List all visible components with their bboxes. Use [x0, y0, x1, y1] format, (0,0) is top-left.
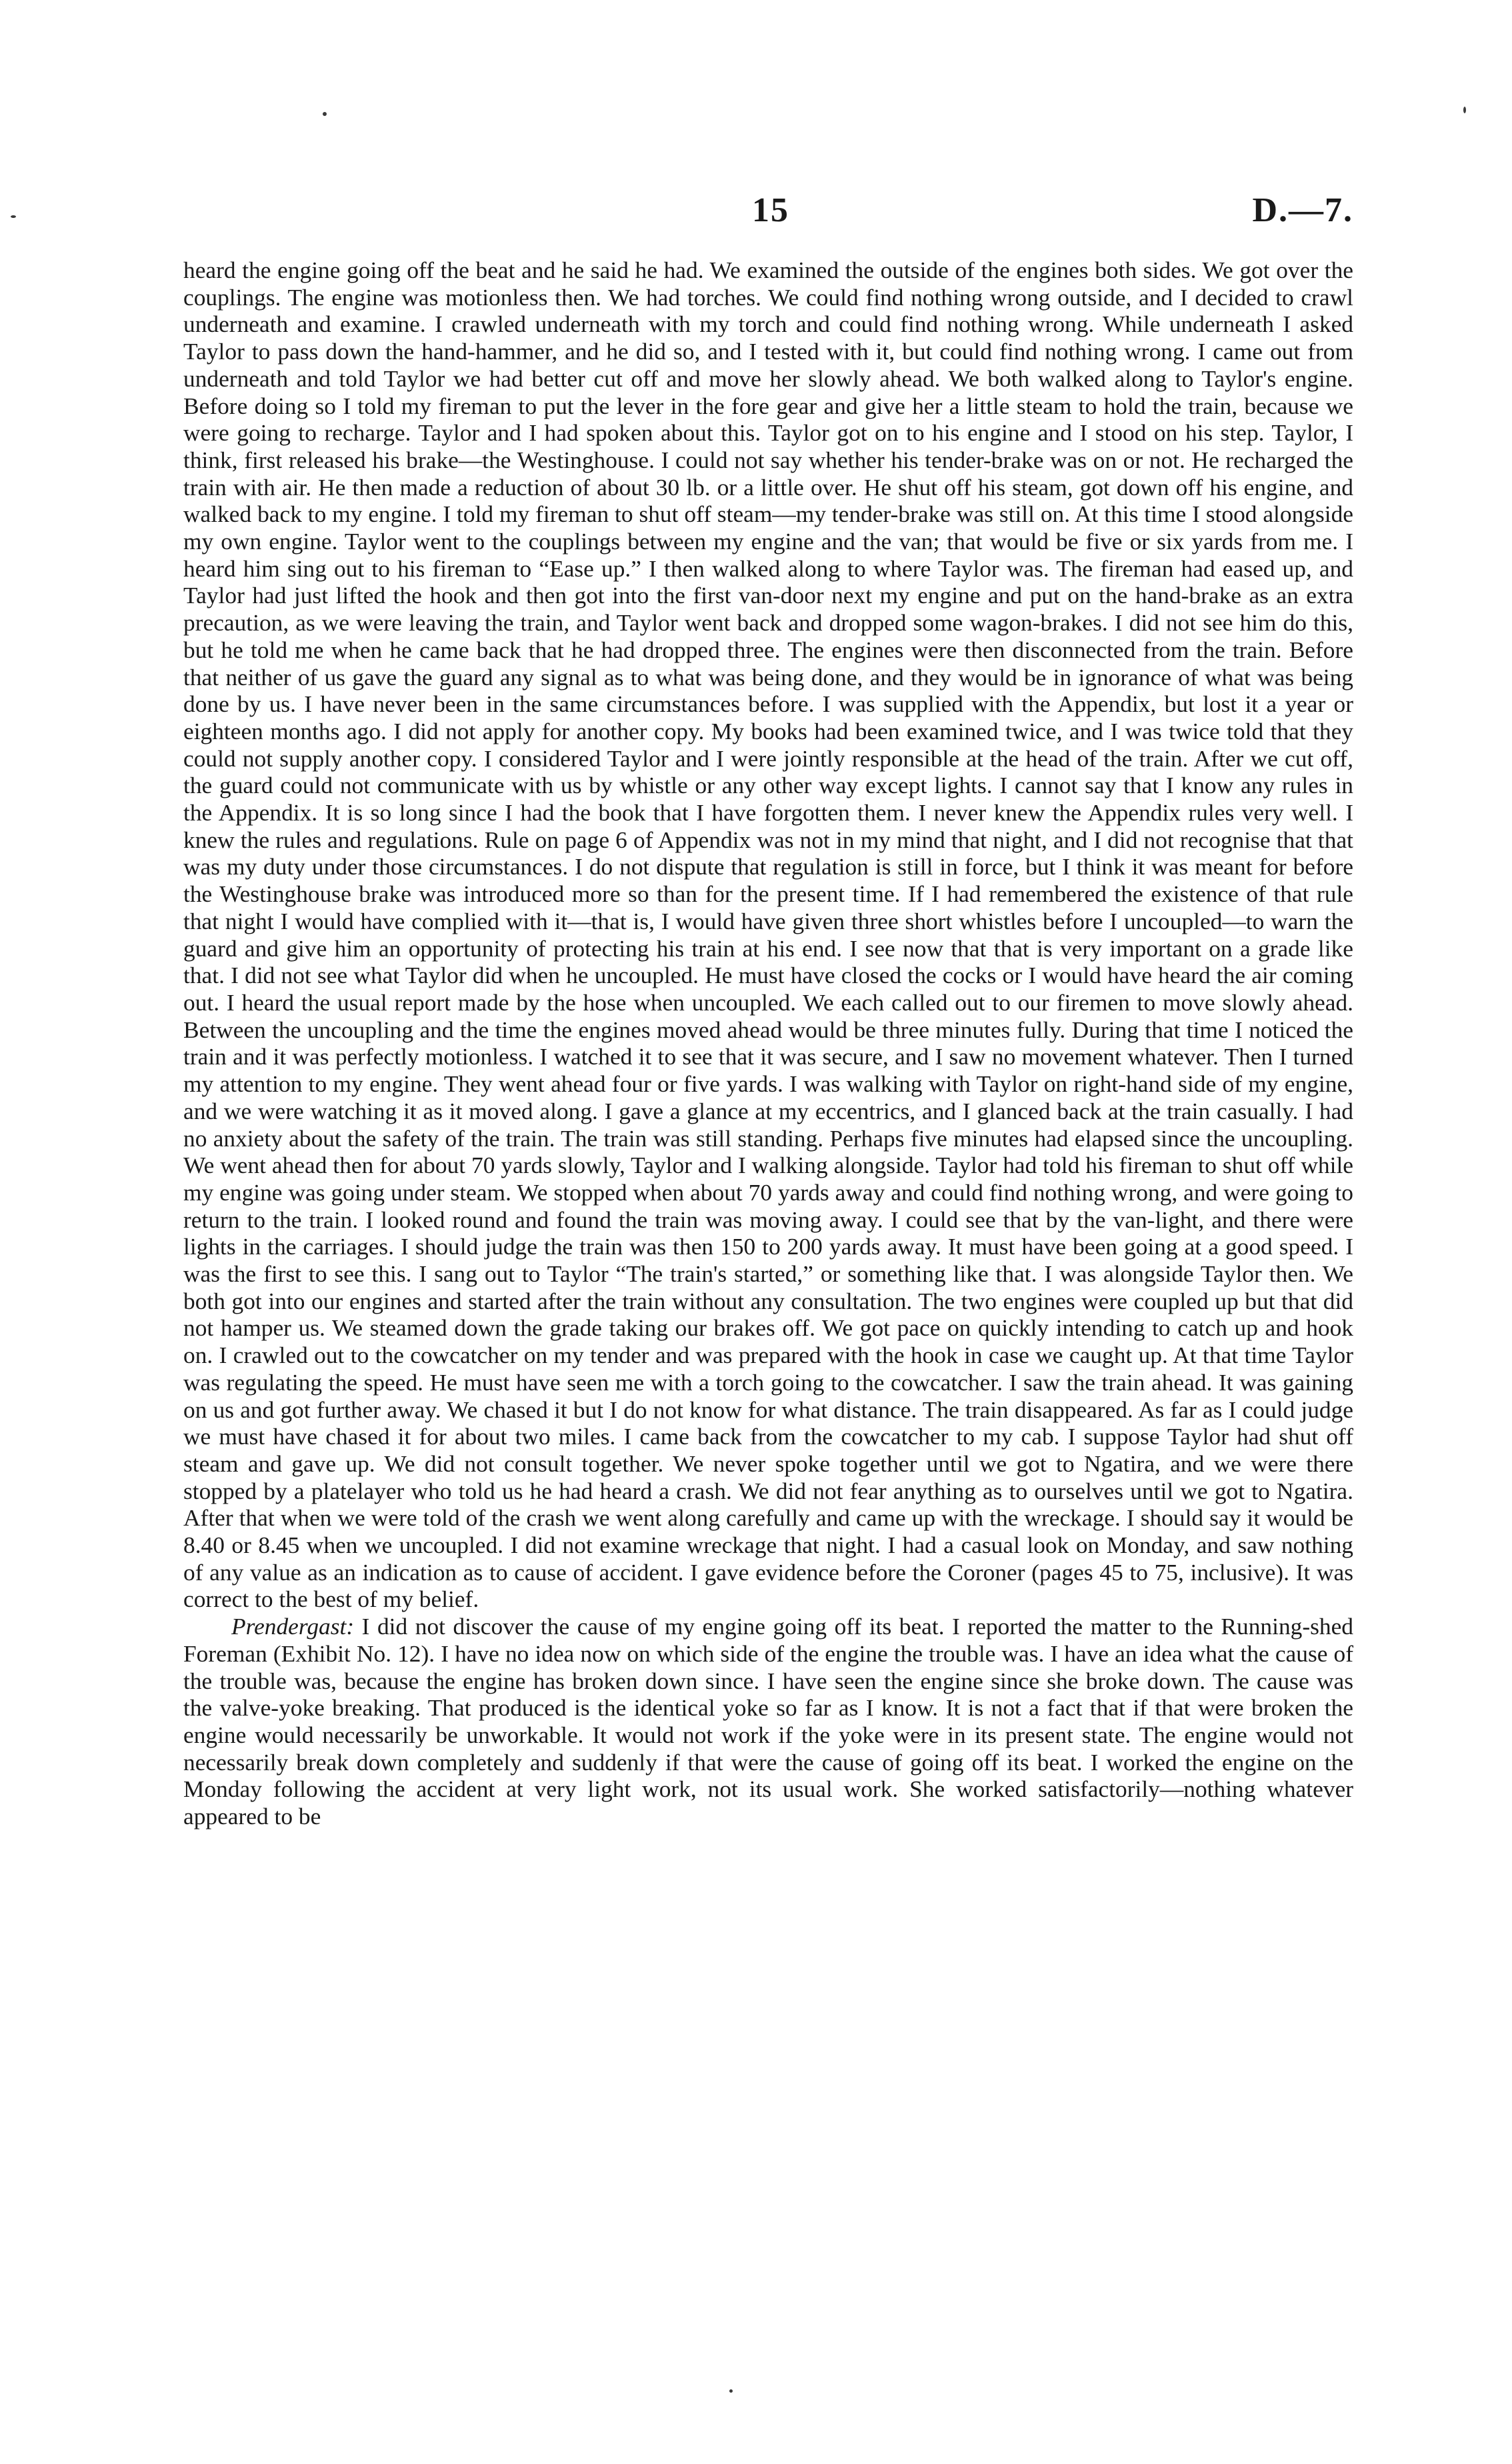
page-header [0, 191, 1512, 237]
scan-speck [11, 215, 16, 218]
speaker-name: Prendergast: [231, 1613, 355, 1640]
page-number: 15 [752, 191, 789, 229]
paragraph-text: I did not discover the cause of my engine going off its beat. I reported the matter to the Running-shed Foreman (Exhibit No. 12). I have no idea now on which side of the engine the trouble was. I have an idea what the cause of the trouble was, because the engine has broken down since. I have seen the engine since she broke down. The cause was the valve-yoke breaking. That produced is the identical yoke so far as I know. It is not a fact that if that were broken the engine would necessarily be unworkable. It would not work if the yoke were in its present state. The engine would not necessarily break down completely and suddenly if that were the cause of going off its beat. I worked the engine on the Monday following the accident at very light work, not its usual work. She worked satisfactorily—nothing whatever appeared to be [183, 1613, 1353, 1830]
paragraph-text: heard the engine going off the beat and he said he had. We examined the outside of the engines both sides. We got over the couplings. The engine was motionless then. We had torches. We could find nothing wrong outside, and I decided to crawl underneath and examine. I crawled underneath with my torch and could find nothing wrong. While underneath I asked Taylor to pass down the hand-hammer, and he did so, and I tested with it, but could find nothing wrong. I came out from underneath and told Taylor we had better cut off and move her slowly ahead. We both walked along to Taylor's engine. Before doing so I told my fireman to put the lever in the fore gear and give her a little steam to hold the train, because we were going to recharge. Taylor and I had spoken about this. Taylor got on to his engine and I stood on his step. Taylor, I think, first released his brake—the Westinghouse. I could not say whether his tender-brake was on or not. He recharged the train with air. He then made a reduction of about 30 lb. or a little over. He shut off his steam, got down off his engine, and walked back to my engine. I told my fireman to shut off steam—my tender-brake was still on. At this time I stood alongside my own engine. Taylor went to the couplings between my engine and the van; that would be five or six yards from me. I heard him sing out to his fireman to “Ease up.” I then walked along to where Taylor was. The fireman had eased up, and Taylor had just lifted the hook and then got into the first van-door next my engine and put on the hand-brake as an extra precaution, as we were leaving the train, and Taylor went back and dropped some wagon-brakes. I did not see him do this, but he told me when he came back that he had dropped three. The engines were then disconnected from the train. Before that neither of us gave the guard any signal as to what was being done, and they would be in ignorance of what was being done by us. I have never been in the same circumstances before. I was supplied with the Appendix, but lost it a year or eighteen months ago. I did not apply for another copy. My books had been examined twice, and I was twice told that they could not supply another copy. I considered Taylor and I were jointly responsible at the head of the train. After we cut off, the guard could not communicate with us by whistle or any other way except lights. I cannot say that I know any rules in the Appendix. It is so long since I had the book that I have forgotten them. I never knew the Appendix rules very well. I knew the rules and regulations. Rule on page 6 of Appendix was not in my mind that night, and I did not recognise that that was my duty under those circumstances. I do not dispute that regulation is still in force, but I think it was meant for before the Westinghouse brake was introduced more so than for the present time. If I had remembered the existence of that rule that night I would have complied with it—that is, I would have given three short whistles before I uncoupled—to warn the guard and give him an opportunity of protecting his train at his end. I see now that that is very important on a grade like that. I did not see what Taylor did when he uncoupled. He must have closed the cocks or I would have heard the air coming out. I heard the usual report made by the hose when uncoupled. We each called out to our firemen to move slowly ahead. Between the uncoupling and the time the engines moved ahead would be three minutes fully. During that time I noticed the train and it was perfectly motionless. I watched it to see that it was secure, and I saw no movement whatever. Then I turned my attention to my engine. They went ahead four or five yards. I was walking with Taylor on right-hand side of my engine, and we were watching it as it moved along. I gave a glance at my eccentrics, and I glanced back at the train casually. I had no anxiety about the safety of the train. The train was still standing. Perhaps five minutes had elapsed since the uncoupling. We went ahead then for about 70 yards slowly, Taylor and I walking alongside. Taylor had told his fireman to shut off while my engine was going under steam. We stopped when about 70 yards away and could find nothing wrong, and were going to return to the train. I looked round and found the train was moving away. I could see that by the van-light, and there were lights in the carriages. I should judge the train was then 150 to 200 yards away. It must have been going at a good speed. I was the first to see this. I sang out to Taylor “The train's started,” or something like that. I was alongside Taylor then. We both got into our engines and started after the train without any consultation. The two engines were coupled up but that did not hamper us. We steamed down the grade taking our brakes off. We got pace on quickly intending to catch up and hook on. I crawled out to the cowcatcher on my tender and was prepared with the hook in case we caught up. At that time Taylor was regulating the speed. He must have seen me with a torch going to the cowcatcher. I saw the train ahead. It was gaining on us and got further away. We chased it but I do not know for what distance. The train disappeared. As far as I could judge we must have chased it for about two miles. I came back from the cowcatcher to my cab. I suppose Taylor had shut off steam and gave up. We did not consult together. We never spoke together until we got to Ngatira, and we were there stopped by a platelayer who told us he had heard a crash. We did not fear anything as to ourselves until we got to Ngatira. After that when we were told of the crash we went along carefully and came up with the wreckage. I should say it would be 8.40 or 8.45 when we uncoupled. I did not examine wreckage that night. I had a casual look on Monday, and saw nothing of any value as an indication as to cause of accident. I gave evidence before the Coroner (pages 45 to 75, inclusive). It was correct to the best of my belief. [183, 257, 1353, 1613]
scan-speck [729, 2389, 733, 2393]
scan-speck [1463, 107, 1466, 113]
scan-speck [323, 112, 327, 116]
prendergast-paragraph [183, 1613, 1353, 1830]
body-text [183, 257, 1353, 1830]
testimony-paragraph [183, 257, 1353, 1613]
document-reference: D.—7. [1252, 191, 1353, 229]
